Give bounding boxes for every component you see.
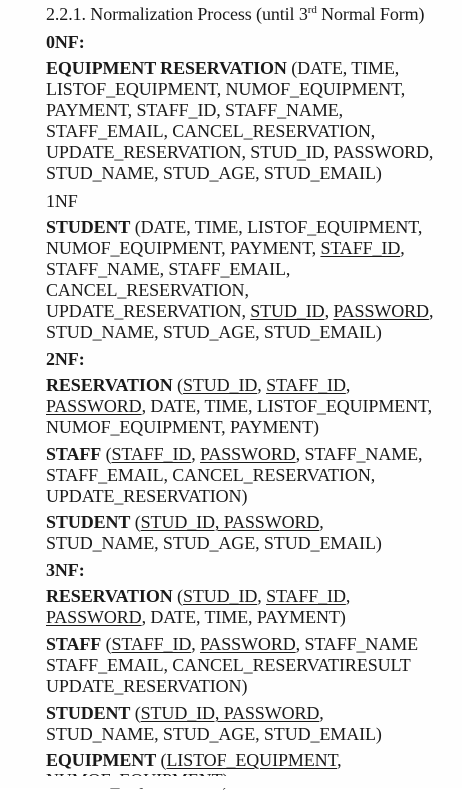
nf2-reservation-line-3: NUMOF_EQUIPMENT, PAYMENT) <box>46 417 319 437</box>
nf3-student-entity: STUDENT <box>46 703 131 723</box>
nf2-staff-line-3: UPDATE_RESERVATION) <box>46 486 248 506</box>
nf2-student-line-1 <box>46 512 324 533</box>
nf2-student-entity: STUDENT <box>46 512 131 532</box>
key-password: PASSWORD <box>200 634 296 654</box>
key-stud-id-password: STUD_ID, PASSWORD <box>140 512 320 532</box>
nf1-entity: STUDENT <box>46 217 131 237</box>
separator-text: , <box>191 634 201 654</box>
nf1-key-stud-id: STUD_ID <box>250 301 325 321</box>
paren-text: ( <box>101 444 112 464</box>
nf3-reservation-line-1 <box>46 586 350 607</box>
nf2-staff-entity: STAFF <box>46 444 102 464</box>
nf1-text: , <box>428 301 434 321</box>
attr-text: , STAFF_NAME <box>295 634 419 654</box>
nf3-equipment-line-1 <box>46 750 342 771</box>
nf3-staff-line-1 <box>46 634 418 655</box>
paren-text: ( <box>130 512 141 532</box>
key-staff-id: STAFF_ID <box>266 586 346 606</box>
separator-text: , <box>191 444 201 464</box>
nf1-key-password: PASSWORD <box>333 301 429 321</box>
paren-text: ( <box>172 586 183 606</box>
nf3-staff-line-3: UPDATE_RESERVATION) <box>46 676 248 696</box>
nf0-label: 0NF: <box>46 32 85 52</box>
nf0-line-2: LISTOF_EQUIPMENT, NUMOF_EQUIPMENT, <box>46 79 406 99</box>
nf1-label: 1NF <box>46 191 78 211</box>
nf2-staff-line-2: STAFF_EMAIL, CANCEL_RESERVATION, <box>46 465 376 485</box>
nf0-line-6: STUD_NAME, STUD_AGE, STUD_EMAIL) <box>46 163 382 183</box>
key-listof-equipment: LISTOF_EQUIPMENT <box>166 750 338 770</box>
nf1-line-3: STAFF_NAME, STAFF_EMAIL, <box>46 259 291 279</box>
nf1-text: NUMOF_EQUIPMENT, PAYMENT, <box>46 238 321 258</box>
section-title-suffix: Normal Form) <box>316 4 425 24</box>
nf1-line-1 <box>46 217 422 238</box>
nf0-line-4: STAFF_EMAIL, CANCEL_RESERVATION, <box>46 121 376 141</box>
nf2-student-line-2: STUD_NAME, STUD_AGE, STUD_EMAIL) <box>46 533 382 553</box>
nf2-reservation-entity: RESERVATION <box>46 375 173 395</box>
nf0-attrs: (DATE, TIME, <box>286 58 400 78</box>
nf0-entity: EQUIPMENT RESERVATION <box>46 58 287 78</box>
key-password: PASSWORD <box>46 607 142 627</box>
nf1-line-6: STUD_NAME, STUD_AGE, STUD_EMAIL) <box>46 322 382 342</box>
nf3-equipment-entity: EQUIPMENT <box>46 750 157 770</box>
separator-text: , <box>345 375 351 395</box>
key-stud-id: STUD_ID <box>182 586 258 606</box>
key-stud-id-password: STUD_ID, PASSWORD <box>140 703 320 723</box>
key-password: PASSWORD <box>200 444 296 464</box>
section-title-text: 2.2.1. Normalization Process (until 3 <box>46 4 308 24</box>
separator-text: , <box>319 512 324 532</box>
nf2-reservation-line-2 <box>46 396 432 417</box>
nf1-line-4: CANCEL_RESERVATION, <box>46 280 249 300</box>
nf1-key-staff-id: STAFF_ID <box>320 238 401 258</box>
nf3-reservation-line-2 <box>46 607 346 628</box>
nf3-student-line-1 <box>46 703 324 724</box>
key-staff-id: STAFF_ID <box>111 634 192 654</box>
nf3-student-line-2: STUD_NAME, STUD_AGE, STUD_EMAIL) <box>46 724 382 744</box>
nf3-label: 3NF: <box>46 560 85 580</box>
key-staff-id: STAFF_ID <box>266 375 346 395</box>
nf1-text: UPDATE_RESERVATION, <box>46 301 251 321</box>
attr-text: , STAFF_NAME, <box>295 444 423 464</box>
page-cutoff <box>0 776 462 788</box>
nf2-reservation-line-1 <box>46 375 350 396</box>
attr-text: , DATE, TIME, PAYMENT) <box>141 607 346 627</box>
paren-text: ( <box>130 703 141 723</box>
separator-text: , <box>345 586 351 606</box>
separator-text: , <box>319 703 324 723</box>
section-title <box>46 4 424 25</box>
key-staff-id: STAFF_ID <box>111 444 192 464</box>
nf3-staff-line-2: STAFF_EMAIL, CANCEL_RESERVATIRESULT <box>46 655 411 675</box>
nf3-reservation-entity: RESERVATION <box>46 586 173 606</box>
section-title-superscript: rd <box>307 4 317 16</box>
paren-text: ( <box>172 375 183 395</box>
nf0-line-5: UPDATE_RESERVATION, STUD_ID, PASSWORD, <box>46 142 434 162</box>
separator-text: , <box>257 586 267 606</box>
nf2-staff-line-1 <box>46 444 422 465</box>
nf1-text: , <box>400 238 405 258</box>
key-password: PASSWORD <box>46 396 142 416</box>
paren-text: ( <box>156 750 167 770</box>
nf2-label: 2NF: <box>46 349 85 369</box>
nf1-text: , <box>324 301 334 321</box>
nf1-line-2 <box>46 238 405 259</box>
separator-text: , <box>337 750 342 770</box>
attr-text: , DATE, TIME, LISTOF_EQUIPMENT, <box>141 396 432 416</box>
key-stud-id: STUD_ID <box>182 375 258 395</box>
separator-text: , <box>257 375 267 395</box>
nf1-line-5 <box>46 301 433 322</box>
nf0-line-1 <box>46 58 399 79</box>
nf0-line-3: PAYMENT, STAFF_ID, STAFF_NAME, <box>46 100 344 120</box>
nf1-attrs: (DATE, TIME, LISTOF_EQUIPMENT, <box>130 217 423 237</box>
paren-text: ( <box>101 634 112 654</box>
nf3-staff-entity: STAFF <box>46 634 102 654</box>
